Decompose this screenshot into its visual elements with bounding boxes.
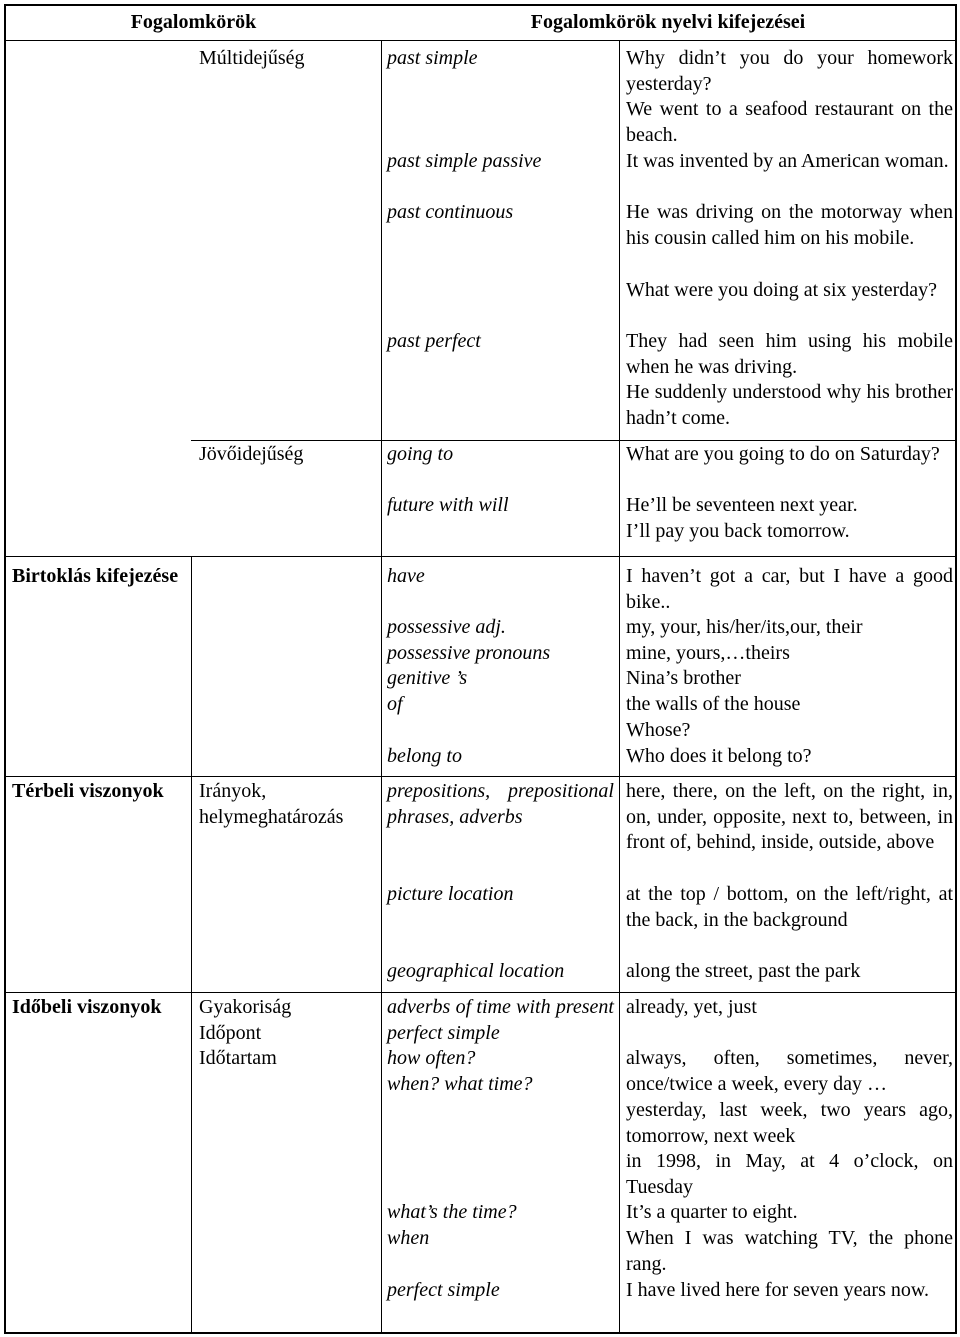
example-text: He suddenly understood why his brother hadn’t come. (626, 381, 953, 429)
grid-line (191, 556, 192, 1334)
example-text: I haven’t got a car, but I have a good bike.. (626, 565, 953, 613)
term-adverbs-of-time: adverbs of time with present perfect simple (387, 996, 614, 1044)
category-frequency: Gyakoriság (199, 996, 292, 1018)
example-text: mine, yours,…theirs (626, 642, 790, 664)
term-prepositions: prepositions, prepositional phrases, adverbs (387, 780, 614, 828)
grid-line (6, 40, 955, 41)
term-picture-location: picture location (387, 883, 514, 905)
example-text: When I was watching TV, the phone rang. (626, 1227, 953, 1275)
term-genitive: genitive ’s (387, 667, 468, 689)
header-expressions: Fogalomkörök nyelvi kifejezései (530, 11, 806, 33)
concept-spatial: Térbeli viszonyok (12, 780, 164, 802)
example-text: What are you going to do on Saturday? (626, 443, 940, 465)
category-directions: Irányok, helymeghatározás (199, 780, 344, 828)
example-text: Why didn’t you do your homework yesterday? (626, 47, 953, 95)
example-text: I’ll pay you back tomorrow. (626, 520, 850, 542)
example-text: yesterday, last week, two years ago, tomorrow, next week (626, 1099, 953, 1147)
term-how-often: how often? (387, 1047, 476, 1069)
example-text: It’s a quarter to eight. (626, 1201, 798, 1223)
category-future: Jövőidejűség (199, 443, 304, 465)
term-geographical-location: geographical location (387, 960, 565, 982)
category-duration: Időtartam (199, 1047, 277, 1069)
category-past: Múltidejűség (199, 47, 305, 69)
term-of: of (387, 693, 403, 715)
term-whats-the-time: what’s the time? (387, 1201, 517, 1223)
example-text: We went to a seafood restaurant on the beach. (626, 98, 953, 146)
term-possessive-pronouns: possessive pronouns (387, 642, 551, 664)
grid-line (191, 440, 955, 441)
grid-line (381, 40, 382, 1334)
example-text: at the top / bottom, on the left/right, at the back, in the background (626, 883, 953, 931)
example-text: always, often, sometimes, never, once/twice a week, every day … (626, 1047, 953, 1095)
header-concepts: Fogalomkörök (130, 11, 257, 33)
term-future-will: future with will (387, 494, 509, 516)
example-text: It was invented by an American woman. (626, 150, 949, 172)
concept-temporal: Időbeli viszonyok (12, 996, 162, 1018)
grammar-table (4, 4, 957, 1334)
example-text: my, your, his/her/its,our, their (626, 616, 863, 638)
term-belong-to: belong to (387, 745, 462, 767)
grid-line (6, 776, 955, 777)
term-when: when (387, 1227, 430, 1249)
example-text: Nina’s brother (626, 667, 741, 689)
example-text: He’ll be seventeen next year. (626, 494, 858, 516)
example-text: Who does it belong to? (626, 745, 812, 767)
concept-possession: Birtoklás kifejezése (12, 565, 179, 587)
example-text: already, yet, just (626, 996, 757, 1018)
term-going-to: going to (387, 443, 454, 465)
example-text: here, there, on the left, on the right, in, on, under, opposite, next to, between, in front of, behind, inside, outside, above (626, 780, 953, 854)
category-point-in-time: Időpont (199, 1022, 262, 1044)
term-past-continuous: past continuous (387, 201, 514, 223)
term-past-perfect: past perfect (387, 330, 481, 352)
example-text: They had seen him using his mobile when he was driving. (626, 330, 953, 378)
grid-line (6, 556, 955, 557)
grid-line (619, 40, 620, 1334)
example-text: What were you doing at six yesterday? (626, 279, 938, 301)
term-past-simple-passive: past simple passive (387, 150, 542, 172)
example-text: He was driving on the motorway when his cousin called him on his mobile. (626, 201, 953, 249)
term-past-simple: past simple (387, 47, 478, 69)
term-possessive-adj: possessive adj. (387, 616, 506, 638)
grid-line (6, 992, 955, 993)
term-when-what-time: when? what time? (387, 1073, 533, 1095)
example-text: the walls of the house (626, 693, 801, 715)
example-text: in 1998, in May, at 4 o’clock, on Tuesday (626, 1150, 953, 1198)
example-text: Whose? (626, 719, 691, 741)
term-have: have (387, 565, 425, 587)
example-text: I have lived here for seven years now. (626, 1279, 930, 1301)
example-text: along the street, past the park (626, 960, 861, 982)
term-perfect-simple: perfect simple (387, 1279, 500, 1301)
